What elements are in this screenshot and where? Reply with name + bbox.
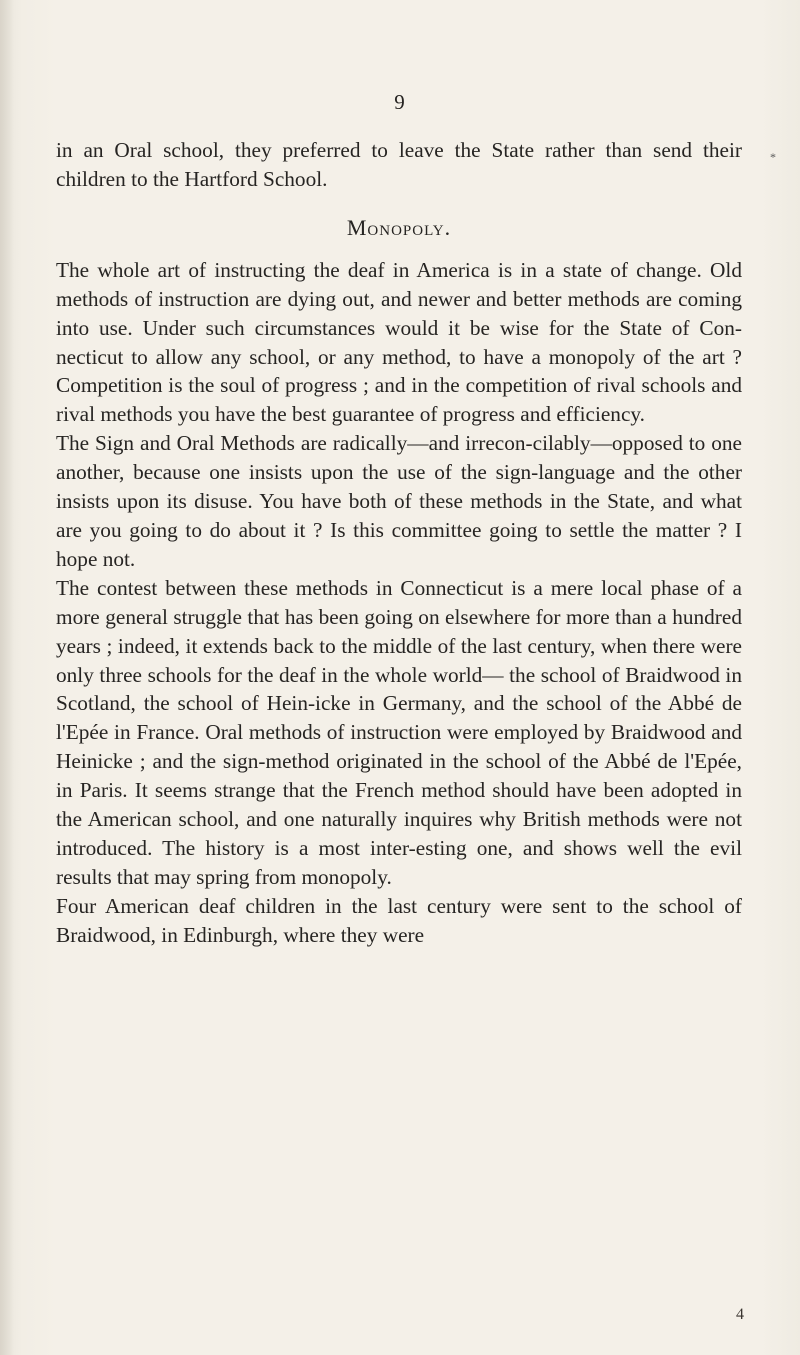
- paragraph-american-children: Four American deaf children in the last century were sent to the school of Braidwood, in Edinburgh, where they were: [56, 893, 742, 947]
- section-heading: Monopoly.: [346, 214, 452, 240]
- bottom-signature-mark: 4: [736, 1306, 744, 1323]
- paragraph-contest-history: The contest between these methods in Connecticut is a mere local phase of a more general struggle that has been going on elsewhere for more than a hundred years ; indeed, it extends back to the middle of the last century, when there were only three schools for the deaf in the whole world— the school of Braidwood in Scotland, the school of Hein-icke in Germany, and the school of the Abbé de l'Epée in France. Oral methods of instruction were employed by Braidwood and Heinicke ; and the sign-method originated in the school of the Abbé de l'Epée, in Paris. It seems strange that the French method should have been adopted in the American school, and one naturally inquires why British methods were not introduced. The history is a most inter-esting one, and shows well the evil results that may spring from monopoly.: [56, 575, 742, 889]
- paragraph-sign-and-oral: The Sign and Oral Methods are radically—and irrecon-cilably—opposed to one another, because one insists upon the use of the sign-language and the other insists upon its disuse. You have both of these methods in the State, and what are you going to do about it ? Is this committee going to settle the matter ? I hope not.: [56, 431, 742, 571]
- stray-asterisk-mark: *: [770, 150, 776, 164]
- opening-paragraph: in an Oral school, they preferred to leave the State rather than send their children to the Hartford School.: [56, 138, 742, 191]
- body-text: [56, 136, 742, 950]
- page-edge-shadow: [0, 0, 14, 1355]
- page-number: 9: [394, 90, 406, 114]
- paragraph-competition: The whole art of instructing the deaf in America is in a state of change. Old methods of instruction are dying out, and newer and better methods are coming into use. Under such circumstances would it be wise for the State of Con-necticut to allow any school, or any method, to have a monopoly of the art ? Competition is the soul of progress ; and in the competition of rival schools and rival methods you have the best guarantee of progress and efficiency.: [56, 257, 742, 427]
